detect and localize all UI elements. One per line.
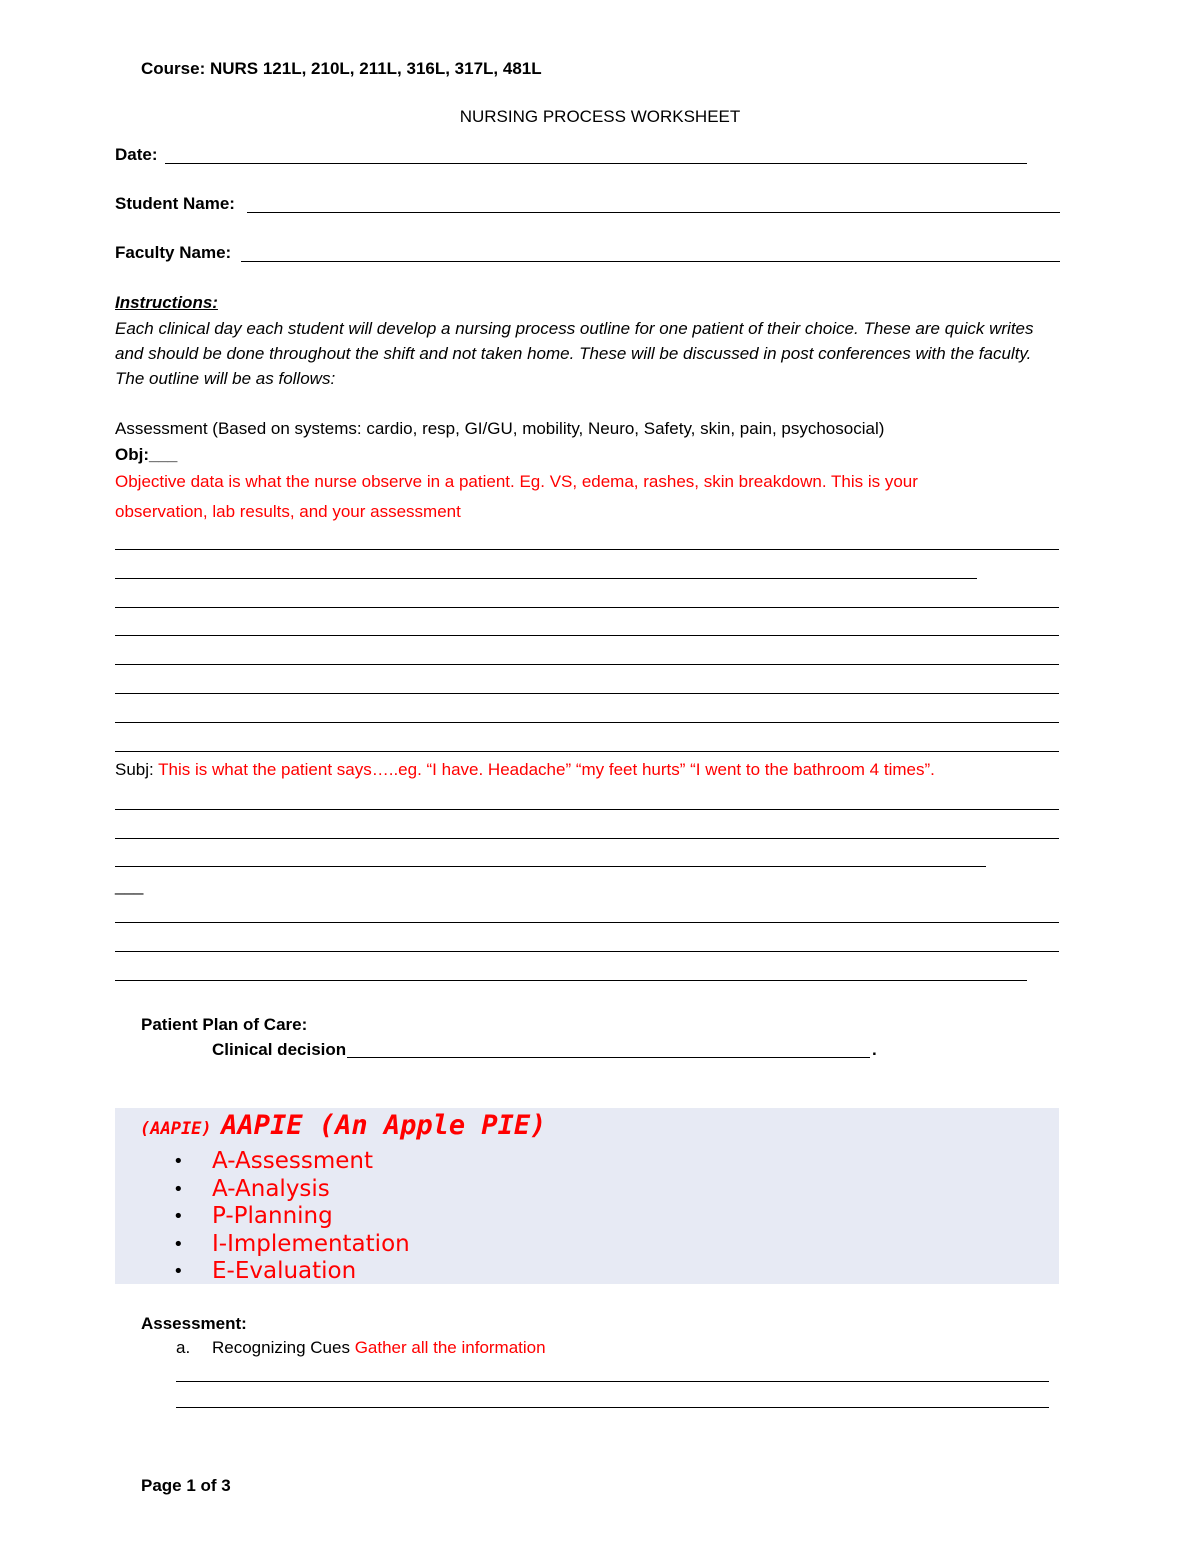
plan-of-care-heading: Patient Plan of Care:	[141, 1015, 308, 1034]
subj-row	[115, 760, 935, 780]
bullet-icon: •	[173, 1261, 184, 1282]
bullet-icon: •	[173, 1151, 184, 1172]
obj-writing-line[interactable]	[115, 664, 1059, 665]
item-a-marker: a.	[176, 1338, 191, 1357]
subj-writing-line[interactable]	[115, 866, 986, 867]
obj-writing-line[interactable]	[115, 751, 1059, 752]
item-a-label: Recognizing Cues	[212, 1338, 350, 1357]
page-number: Page 1 of 3	[141, 1476, 231, 1495]
student-name-field[interactable]	[247, 212, 1060, 213]
bullet-icon: •	[173, 1206, 184, 1227]
aapie-item: • P-Planning	[173, 1203, 333, 1229]
course-header: Course: NURS 121L, 210L, 211L, 316L, 317L, 481L	[141, 59, 542, 78]
assessment-writing-line[interactable]	[176, 1407, 1049, 1408]
clinical-decision-period: .	[872, 1040, 877, 1059]
obj-label: Obj:___	[115, 445, 178, 464]
item-a-row	[212, 1338, 546, 1358]
obj-writing-line[interactable]	[115, 549, 1059, 550]
assessment-heading: Assessment:	[141, 1314, 247, 1333]
aapie-item: • I-Implementation	[173, 1230, 410, 1257]
bullet-icon: •	[173, 1178, 184, 1200]
obj-note-line1: Objective data is what the nurse observe in a patient. Eg. VS, edema, rashes, skin breakdown. This is your	[115, 472, 918, 491]
faculty-name-field[interactable]	[241, 261, 1060, 262]
stray-blank: ___	[115, 876, 144, 895]
obj-writing-line[interactable]	[115, 578, 977, 579]
item-a-note: Gather all the information	[354, 1338, 546, 1357]
aapie-list	[140, 1148, 410, 1286]
obj-note-line2: observation, lab results, and your assessment	[115, 502, 461, 521]
clinical-decision-field[interactable]	[347, 1057, 870, 1058]
aapie-item: • A-Assessment	[173, 1148, 373, 1174]
faculty-name-label: Faculty Name:	[115, 243, 232, 262]
obj-writing-line[interactable]	[115, 607, 1059, 608]
subj-label: Subj:	[115, 760, 154, 779]
subj-writing-line[interactable]	[115, 922, 1059, 923]
assessment-writing-line[interactable]	[176, 1381, 1049, 1382]
subj-writing-line[interactable]	[115, 980, 1027, 981]
subj-writing-line[interactable]	[115, 951, 1059, 952]
subj-writing-line[interactable]	[115, 809, 1059, 810]
subj-note: This is what the patient says…..eg. “I have. Headache” “my feet hurts” “I went to the bathroom 4 times”.	[158, 760, 935, 779]
obj-writing-line[interactable]	[115, 635, 1059, 636]
assessment-systems-heading: Assessment (Based on systems: cardio, resp, GI/GU, mobility, Neuro, Safety, skin, pain, psychosocial)	[115, 419, 885, 438]
instructions-heading: Instructions:	[115, 293, 218, 312]
clinical-decision-label: Clinical decision	[212, 1040, 347, 1059]
aapie-item: • E-Evaluation	[173, 1258, 357, 1284]
bullet-icon: •	[173, 1233, 184, 1255]
date-field[interactable]	[165, 163, 1027, 164]
student-name-label: Student Name:	[115, 194, 235, 213]
aapie-item: • A-Analysis	[173, 1175, 330, 1202]
obj-writing-line[interactable]	[115, 722, 1059, 723]
subj-writing-line[interactable]	[115, 838, 1059, 839]
obj-writing-line[interactable]	[115, 693, 1059, 694]
aapie-prefix: (AAPIE)	[140, 1119, 212, 1139]
aapie-title	[140, 1110, 546, 1141]
instructions-body: Each clinical day each student will develop a nursing process outline for one patient of their choice. These are quick writes and should be done throughout the shift and not taken home. These will be discussed in post conferences with the faculty. The outline will be as follows:	[115, 319, 1034, 388]
aapie-title-text: AAPIE (An Apple PIE)	[221, 1110, 547, 1141]
date-label: Date:	[115, 145, 158, 164]
page-title: NURSING PROCESS WORKSHEET	[459, 107, 741, 126]
